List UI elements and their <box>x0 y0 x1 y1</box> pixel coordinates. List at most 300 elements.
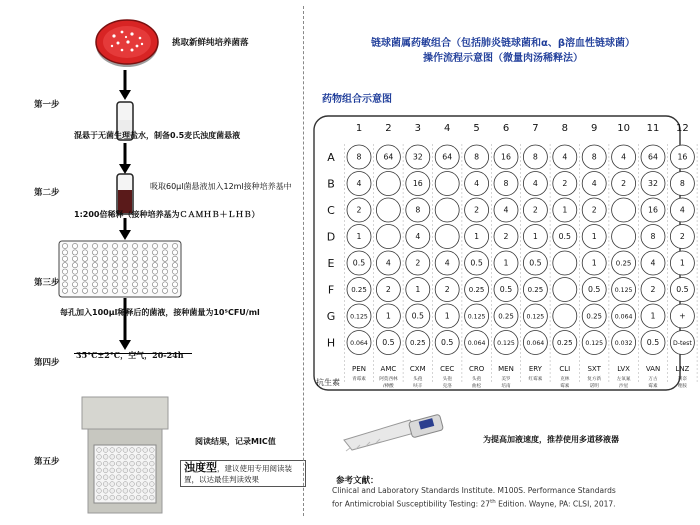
plate-well <box>82 250 87 255</box>
antibiotic-name: 头孢 <box>442 377 452 382</box>
plate-well <box>72 269 77 274</box>
plate-well <box>172 263 177 268</box>
reader-well <box>103 488 108 493</box>
plate-well <box>152 275 157 280</box>
reader-well <box>123 488 128 493</box>
well-concentration: 0.5 <box>411 311 425 321</box>
reference-line-2 <box>332 497 616 510</box>
plate-well <box>72 288 77 293</box>
plate-well <box>92 250 97 255</box>
antibiotic-name: 青霉素 <box>352 377 366 382</box>
plate-well <box>172 288 177 293</box>
reader-well <box>123 495 128 500</box>
reader-well <box>149 488 154 493</box>
plate-well <box>172 250 177 255</box>
plate-well <box>132 243 137 248</box>
plate-well <box>162 250 167 255</box>
well-concentration: 0.125 <box>350 313 368 321</box>
well-concentration: 8 <box>503 179 509 189</box>
reference-line-1: Clinical and Laboratory Standards Institute. M100S. Performance Standards <box>332 486 616 495</box>
column-label: 4 <box>444 123 451 134</box>
reader-well <box>116 475 121 480</box>
plate-well <box>132 256 137 261</box>
reader-well <box>136 495 141 500</box>
antibiotic-name: 沙星 <box>618 384 629 389</box>
well-concentration: 8 <box>532 152 538 162</box>
plate-well <box>162 275 167 280</box>
column-label: 11 <box>646 123 660 134</box>
well-concentration: 0.064 <box>526 340 545 348</box>
well-concentration: 0.064 <box>467 340 486 348</box>
reader-well <box>123 454 128 459</box>
well-concentration: 0.5 <box>558 232 572 242</box>
well-concentration: 8 <box>415 205 421 215</box>
title-line-1: 链球菌属药敏组合（包括肺炎链球菌和α、β溶血性链球菌） <box>370 38 636 49</box>
reader-well <box>149 475 154 480</box>
well-concentration: 64 <box>383 152 394 162</box>
plate-well <box>122 282 127 287</box>
column-label: 3 <box>414 123 421 134</box>
turbidimeter-title: 浊度型 <box>184 461 217 474</box>
reader-well <box>136 454 141 459</box>
well-concentration: 0.064 <box>614 313 633 321</box>
well-concentration: 2 <box>444 285 450 295</box>
antibiotic-row-label: 抗生素 <box>316 378 340 387</box>
well-concentration: 0.5 <box>352 258 366 268</box>
reader-well <box>136 488 141 493</box>
title-line-2: 操作流程示意图（微量肉汤稀释法） <box>423 53 583 64</box>
plate-well <box>62 275 67 280</box>
reader-well <box>97 482 102 487</box>
antibiotic-code: LVX <box>617 365 630 373</box>
row-label: E <box>327 257 335 270</box>
plate-well <box>102 256 107 261</box>
plate-well <box>162 269 167 274</box>
reader-well <box>143 454 148 459</box>
reader-well <box>149 468 154 473</box>
antibiotic-name: 培南 <box>501 384 511 389</box>
well-concentration: 1 <box>679 258 685 268</box>
plate-well <box>122 263 127 268</box>
well-concentration: 0.25 <box>468 286 485 295</box>
antibiotic-name: 唑胺 <box>677 384 688 389</box>
well-concentration: 0.5 <box>676 285 689 295</box>
well-concentration: 0.5 <box>646 338 660 348</box>
column-label: 6 <box>502 123 510 134</box>
antibiotic-name: 头孢 <box>413 377 423 382</box>
well-concentration: 16 <box>412 179 423 189</box>
reader-well <box>103 454 108 459</box>
plate-well <box>142 288 147 293</box>
reader-well <box>136 448 141 453</box>
reader-well <box>103 461 108 466</box>
row-label: D <box>326 230 336 244</box>
plate-well <box>132 288 137 293</box>
reader-well <box>103 448 108 453</box>
well-concentration: 4 <box>650 258 656 268</box>
well-concentration: 0.5 <box>470 258 483 268</box>
reader-well <box>97 448 102 453</box>
plate-well <box>92 263 97 268</box>
reader-well <box>110 495 115 500</box>
antibiotic-code: VAN <box>645 365 661 373</box>
plate-well <box>122 269 127 274</box>
step-3-label: 第三步 <box>34 278 60 288</box>
reader-well <box>123 482 128 487</box>
plate-well <box>162 282 167 287</box>
reader-well <box>123 448 128 453</box>
reader-well <box>130 448 135 453</box>
reader-well <box>143 482 148 487</box>
well-concentration: 0.25 <box>527 286 544 295</box>
reader-well <box>136 468 141 473</box>
turbidimeter-note: ，建议使用专用阅读装置，以达最佳判读效果 <box>184 464 292 484</box>
well-concentration: 0.5 <box>529 258 542 268</box>
well-concentration: 8 <box>679 179 685 189</box>
plate-well <box>82 275 87 280</box>
column-label: 7 <box>532 123 539 134</box>
plate-well <box>132 275 137 280</box>
plate-well <box>62 288 67 293</box>
well-concentration: 2 <box>650 285 656 295</box>
well-concentration: 8 <box>474 152 480 162</box>
well-concentration: 0.25 <box>498 312 514 321</box>
reader-well <box>97 475 102 480</box>
well-concentration: 0.25 <box>586 312 602 321</box>
well-concentration: 4 <box>356 179 362 189</box>
turbidimeter-note-box <box>180 460 306 487</box>
plate-well <box>172 282 177 287</box>
plate-well <box>112 256 117 261</box>
plate-well <box>172 275 177 280</box>
plate-well <box>102 282 107 287</box>
antibiotic-code: CLI <box>559 365 571 373</box>
plate-well <box>112 263 117 268</box>
well-concentration: 2 <box>562 179 568 189</box>
reader-well <box>149 495 154 500</box>
well-concentration: 8 <box>591 152 597 162</box>
plate-well <box>92 269 97 274</box>
well-concentration: 0.25 <box>351 286 367 295</box>
reader-well <box>103 482 108 487</box>
antibiotic-name: 美罗 <box>501 377 511 382</box>
step-3-text: 每孔加入100µl稀释后的菌液，接种菌量为10⁵CFU/ml <box>60 308 260 317</box>
plate-well <box>72 282 77 287</box>
drug-well <box>435 172 459 196</box>
plate-well <box>82 256 87 261</box>
row-label: G <box>326 310 336 323</box>
well-concentration: 4 <box>415 232 421 242</box>
reader-well <box>130 454 135 459</box>
antibiotic-name: 克林 <box>560 377 570 382</box>
row-label: B <box>327 177 335 191</box>
column-label: 12 <box>676 123 689 134</box>
well-concentration: 32 <box>412 152 423 162</box>
reader-well <box>110 454 115 459</box>
well-concentration: 64 <box>442 152 453 162</box>
reader-well <box>130 461 135 466</box>
plate-well <box>172 256 177 261</box>
plate-well <box>102 263 107 268</box>
well-concentration: 2 <box>679 232 685 242</box>
column-label: 9 <box>591 123 598 134</box>
well-concentration: 0.032 <box>614 340 633 348</box>
reader-well <box>149 461 154 466</box>
well-concentration: 16 <box>677 152 688 162</box>
step-1-text: 混悬于无菌生理盐水，制备0.5麦氏浊度菌悬液 <box>74 131 241 140</box>
plate-well <box>132 263 137 268</box>
plate-well <box>112 250 117 255</box>
plate-well <box>102 275 107 280</box>
plate-well <box>82 282 87 287</box>
plate-well <box>132 250 137 255</box>
plate-well <box>92 275 97 280</box>
well-concentration: 1 <box>562 205 568 215</box>
step-1-label: 第一步 <box>34 100 60 110</box>
antibiotic-code: MEN <box>498 365 514 373</box>
antibiotic-name: 诺明 <box>589 384 599 389</box>
plate-well <box>112 243 117 248</box>
antibiotic-name: 左氧氟 <box>616 377 631 382</box>
drug-well <box>376 225 400 249</box>
well-concentration: 2 <box>356 205 362 215</box>
well-concentration: 1 <box>532 232 538 242</box>
plate-well <box>152 288 157 293</box>
reader-well <box>123 468 128 473</box>
plate-well <box>132 282 137 287</box>
well-concentration: 4 <box>474 179 480 189</box>
antibiotic-name: 克洛 <box>442 384 452 389</box>
antibiotic-name: 复方新 <box>587 377 602 382</box>
plate-well <box>112 282 117 287</box>
plate-well <box>172 269 177 274</box>
reference-superscript: th <box>490 499 496 505</box>
reader-well <box>116 482 121 487</box>
drug-well <box>376 172 400 196</box>
reader-well <box>130 468 135 473</box>
step-4-label: 第四步 <box>34 358 60 368</box>
antibiotic-code: ERY <box>528 365 542 373</box>
reader-well <box>103 475 108 480</box>
well-concentration: 0.125 <box>467 313 486 321</box>
plate-well <box>152 256 157 261</box>
antibiotic-code: LNZ <box>675 365 690 373</box>
plate-well <box>82 288 87 293</box>
plate-well <box>82 263 87 268</box>
reader-well <box>103 495 108 500</box>
well-concentration: 1 <box>503 258 509 268</box>
plate-well <box>122 256 127 261</box>
reader-well <box>136 461 141 466</box>
plate-well <box>142 256 147 261</box>
well-concentration: 1 <box>474 232 480 242</box>
reader-well <box>143 495 148 500</box>
well-concentration: 1 <box>385 311 391 321</box>
reader-well <box>130 495 135 500</box>
step-2-text: 吸取60µl菌悬液加入12ml接种培养基中 <box>150 182 292 191</box>
well-concentration: 1 <box>591 258 597 268</box>
antibiotic-name: 利奈 <box>677 377 688 382</box>
plate-well <box>122 243 127 248</box>
row-label: C <box>327 204 335 217</box>
plate-well <box>142 243 147 248</box>
reader-well <box>97 461 102 466</box>
well-concentration: 0.5 <box>587 285 601 295</box>
well-concentration: 1 <box>444 311 450 321</box>
plate-well <box>62 256 67 261</box>
step-2-dilution: 1:200倍稀释（接种培养基为ＣＡＭＨＢ＋ＬＨＢ） <box>74 210 260 219</box>
plate-well <box>162 256 167 261</box>
reader-well <box>149 482 154 487</box>
well-concentration: 8 <box>650 232 656 242</box>
well-concentration: 2 <box>621 179 627 189</box>
reader-well <box>110 488 115 493</box>
plate-well <box>102 269 107 274</box>
plate-reader-icon <box>80 395 170 515</box>
reader-well <box>143 448 148 453</box>
reader-well <box>116 454 121 459</box>
plate-well <box>142 263 147 268</box>
well-plate-icon <box>58 240 182 298</box>
well-concentration: 4 <box>562 152 568 162</box>
reader-well <box>110 468 115 473</box>
plate-well <box>72 250 77 255</box>
reader-well <box>130 482 135 487</box>
column-label: 10 <box>617 123 630 134</box>
plate-well <box>102 250 107 255</box>
antibiotic-name: 头孢 <box>471 377 482 382</box>
reader-well <box>143 461 148 466</box>
antibiotic-code: CEC <box>440 365 455 373</box>
pick-colony-label: 挑取新鲜纯培养菌落 <box>172 38 249 48</box>
multichannel-pipette-icon <box>340 410 450 452</box>
plate-well <box>142 282 147 287</box>
plate-caption: 药物组合示意图 <box>322 94 392 105</box>
antibiotic-code: SXT <box>587 365 601 373</box>
drug-well <box>553 304 577 328</box>
well-concentration: 2 <box>503 232 509 242</box>
well-concentration: 4 <box>444 258 450 268</box>
reader-well <box>136 475 141 480</box>
well-concentration: 2 <box>532 205 538 215</box>
reader-well <box>97 495 102 500</box>
drug-well <box>553 278 577 302</box>
drug-well <box>612 198 636 222</box>
reader-well <box>123 461 128 466</box>
well-concentration: D-test <box>672 340 692 348</box>
plate-well <box>92 288 97 293</box>
reader-well <box>143 468 148 473</box>
drug-well <box>435 225 459 249</box>
pipette-note: 为提高加液速度，推荐使用多道移液器 <box>483 435 619 444</box>
reader-well <box>130 475 135 480</box>
reader-well <box>116 461 121 466</box>
well-concentration: 0.5 <box>499 285 513 295</box>
well-concentration: 0.125 <box>526 313 545 321</box>
antibiotic-code: CXM <box>409 365 426 373</box>
reader-well <box>103 468 108 473</box>
well-concentration: 1 <box>591 232 597 242</box>
reader-well <box>136 482 141 487</box>
plate-well <box>92 282 97 287</box>
well-concentration: 1 <box>356 232 362 242</box>
row-label: H <box>326 336 336 350</box>
plate-well <box>112 275 117 280</box>
antibiotic-code: AMC <box>380 365 397 373</box>
plate-well <box>142 269 147 274</box>
plate-well <box>102 288 107 293</box>
well-concentration: 0.125 <box>497 340 515 348</box>
drug-well <box>376 198 400 222</box>
drug-plate-diagram <box>312 114 692 394</box>
reader-well <box>110 461 115 466</box>
reader-well <box>116 488 121 493</box>
plate-well <box>142 250 147 255</box>
well-concentration: 8 <box>356 152 362 162</box>
reader-well <box>143 488 148 493</box>
reader-well <box>97 488 102 493</box>
column-label: 2 <box>385 123 392 134</box>
plate-well <box>152 243 157 248</box>
well-concentration: 0.25 <box>557 339 573 348</box>
reader-well <box>110 448 115 453</box>
well-concentration: 4 <box>385 258 391 268</box>
plate-well <box>82 243 87 248</box>
drug-well <box>612 225 636 249</box>
column-label: 1 <box>355 123 363 134</box>
plate-well <box>162 243 167 248</box>
well-concentration: 0.25 <box>410 339 426 348</box>
reader-well <box>97 468 102 473</box>
plate-well <box>122 275 127 280</box>
reader-well <box>123 475 128 480</box>
column-label: 5 <box>473 123 480 134</box>
drug-well <box>435 198 459 222</box>
antibiotic-code: PEN <box>352 365 366 373</box>
antibiotic-name: /棒酸 <box>383 384 394 389</box>
reader-well <box>116 495 121 500</box>
well-concentration: 16 <box>501 152 511 162</box>
reference-line-2-post: Edition. Wayne, PA: CLSI, 2017. <box>495 499 616 509</box>
reader-well <box>97 454 102 459</box>
plate-well <box>132 269 137 274</box>
reference-title: 参考文献： <box>336 476 379 486</box>
well-concentration: 0.064 <box>350 340 368 348</box>
step-2-label: 第二步 <box>34 188 60 198</box>
well-concentration: 4 <box>532 179 538 189</box>
plate-well <box>72 275 77 280</box>
reader-well <box>149 448 154 453</box>
plate-well <box>122 288 127 293</box>
reader-well <box>110 475 115 480</box>
drug-well <box>553 251 577 275</box>
well-concentration: 2 <box>415 258 421 268</box>
plate-well <box>152 263 157 268</box>
reader-well <box>116 468 121 473</box>
plate-well <box>82 269 87 274</box>
plate-well <box>112 269 117 274</box>
plate-well <box>62 282 67 287</box>
plate-well <box>152 250 157 255</box>
reader-well <box>130 488 135 493</box>
plate-well <box>162 288 167 293</box>
well-concentration: 1 <box>650 311 656 321</box>
step-5-text: 阅读结果，记录MIC值 <box>195 437 276 446</box>
well-concentration: 2 <box>385 285 391 295</box>
plate-well <box>62 269 67 274</box>
reader-well <box>143 475 148 480</box>
well-concentration: 1 <box>415 285 421 295</box>
